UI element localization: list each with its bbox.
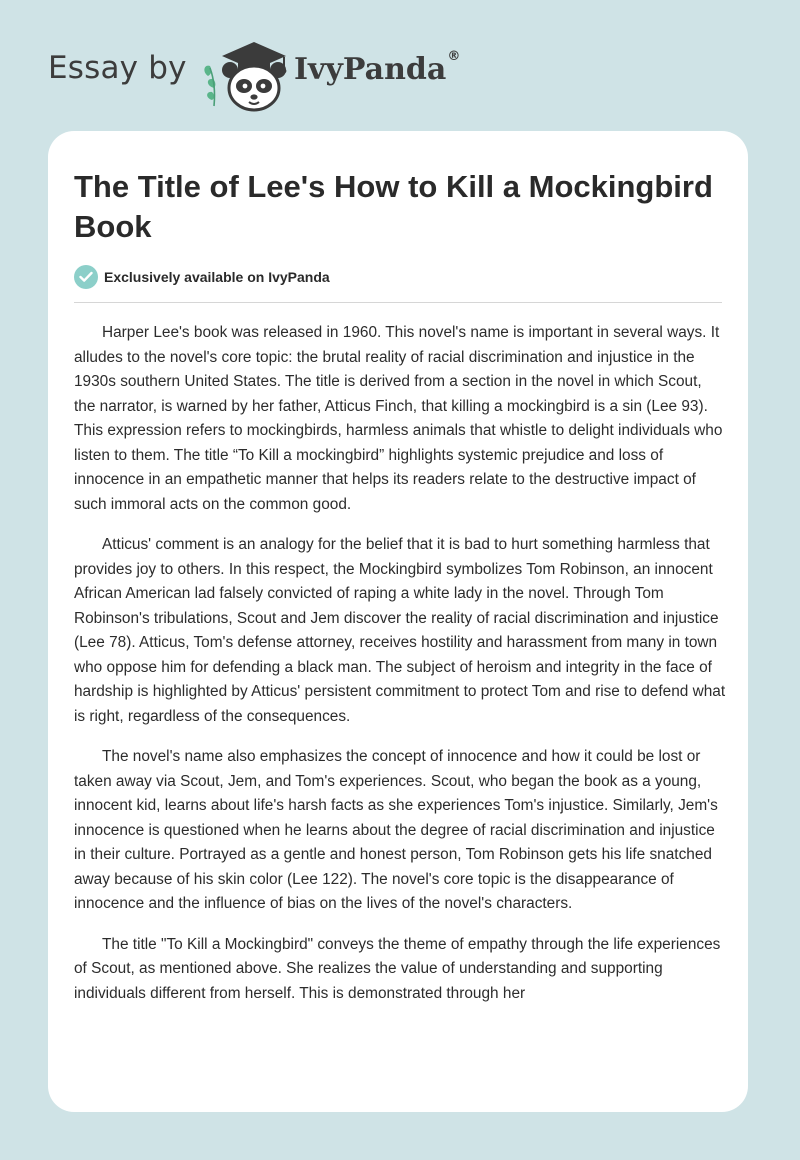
exclusive-label: Exclusively available on IvyPanda [104,269,330,285]
site-header [0,0,800,130]
ivypanda-logo-icon[interactable] [200,36,292,112]
brand-text: IvyPanda [294,52,447,87]
essay-card [48,131,748,1112]
paragraph: The novel's name also emphasizes the concept of innocence and how it could be lost or taken away via Scout, Jem, and Tom's experiences. Scout, who began the book as a young, innocent kid, learns about life's harsh facts as she experiences Tom's injustice. Similarly, Jem's innocence is questioned when he learns about the degree of racial discrimination and injustice in their culture. Portrayed as a gentle and honest person, Tom Robinson gets his life snatched away because of his skin color (Lee 122). The novel's core topic is the disappearance of innocence and the influence of bias on the lives of the novel's characters. [74,748,718,912]
paragraph: Harper Lee's book was released in 1960. This novel's name is important in several ways. It alludes to the novel's core topic: the brutal reality of racial discrimination and injustice in the 1930s southern United States. The title is derived from a section in the novel in which Scout, the narrator, is warned by her father, Atticus Finch, that killing a mockingbird is a sin (Lee 93). This expression refers to mockingbirds, harmless animals that whistle to delight individuals who listen to them. The title “To Kill a mockingbird” highlights systemic prejudice and loss of innocence in an empathetic manner that helps its readers relate to the destructive impact of such immoral acts on the common good. [74,324,723,513]
brand-name[interactable] [294,49,461,87]
divider [74,302,722,303]
essay-body [74,321,726,1022]
essay-by-label: Essay by [48,50,187,86]
registered-mark: ® [447,49,461,64]
paragraph: The title "To Kill a Mockingbird" conveys the theme of empathy through the life experiences of Scout, as mentioned above. She realizes the value of understanding and supporting individuals different from herself. This is demonstrated through her [74,935,721,1002]
check-circle-icon [74,265,98,289]
essay-title: The Title of Lee's How to Kill a Mockingbird Book [74,169,713,244]
paragraph: Atticus' comment is an analogy for the belief that it is bad to hurt something harmless that provides joy to others. In this respect, the Mockingbird symbolizes Tom Robinson, an innocent African American lad falsely convicted of raping a white lady in the novel. Through Tom Robinson's tribulations, Scout and Jem discover the reality of racial discrimination and injustice (Lee 78). Atticus, Tom's defense attorney, receives hostility and harassment from many in town who oppose him for defending a black man. The subject of heroism and integrity in the face of hardship is highlighted by Atticus' persistent commitment to protect Tom and rise to defend what is right, regardless of the consequences. [74,536,726,725]
exclusive-badge [74,264,330,290]
